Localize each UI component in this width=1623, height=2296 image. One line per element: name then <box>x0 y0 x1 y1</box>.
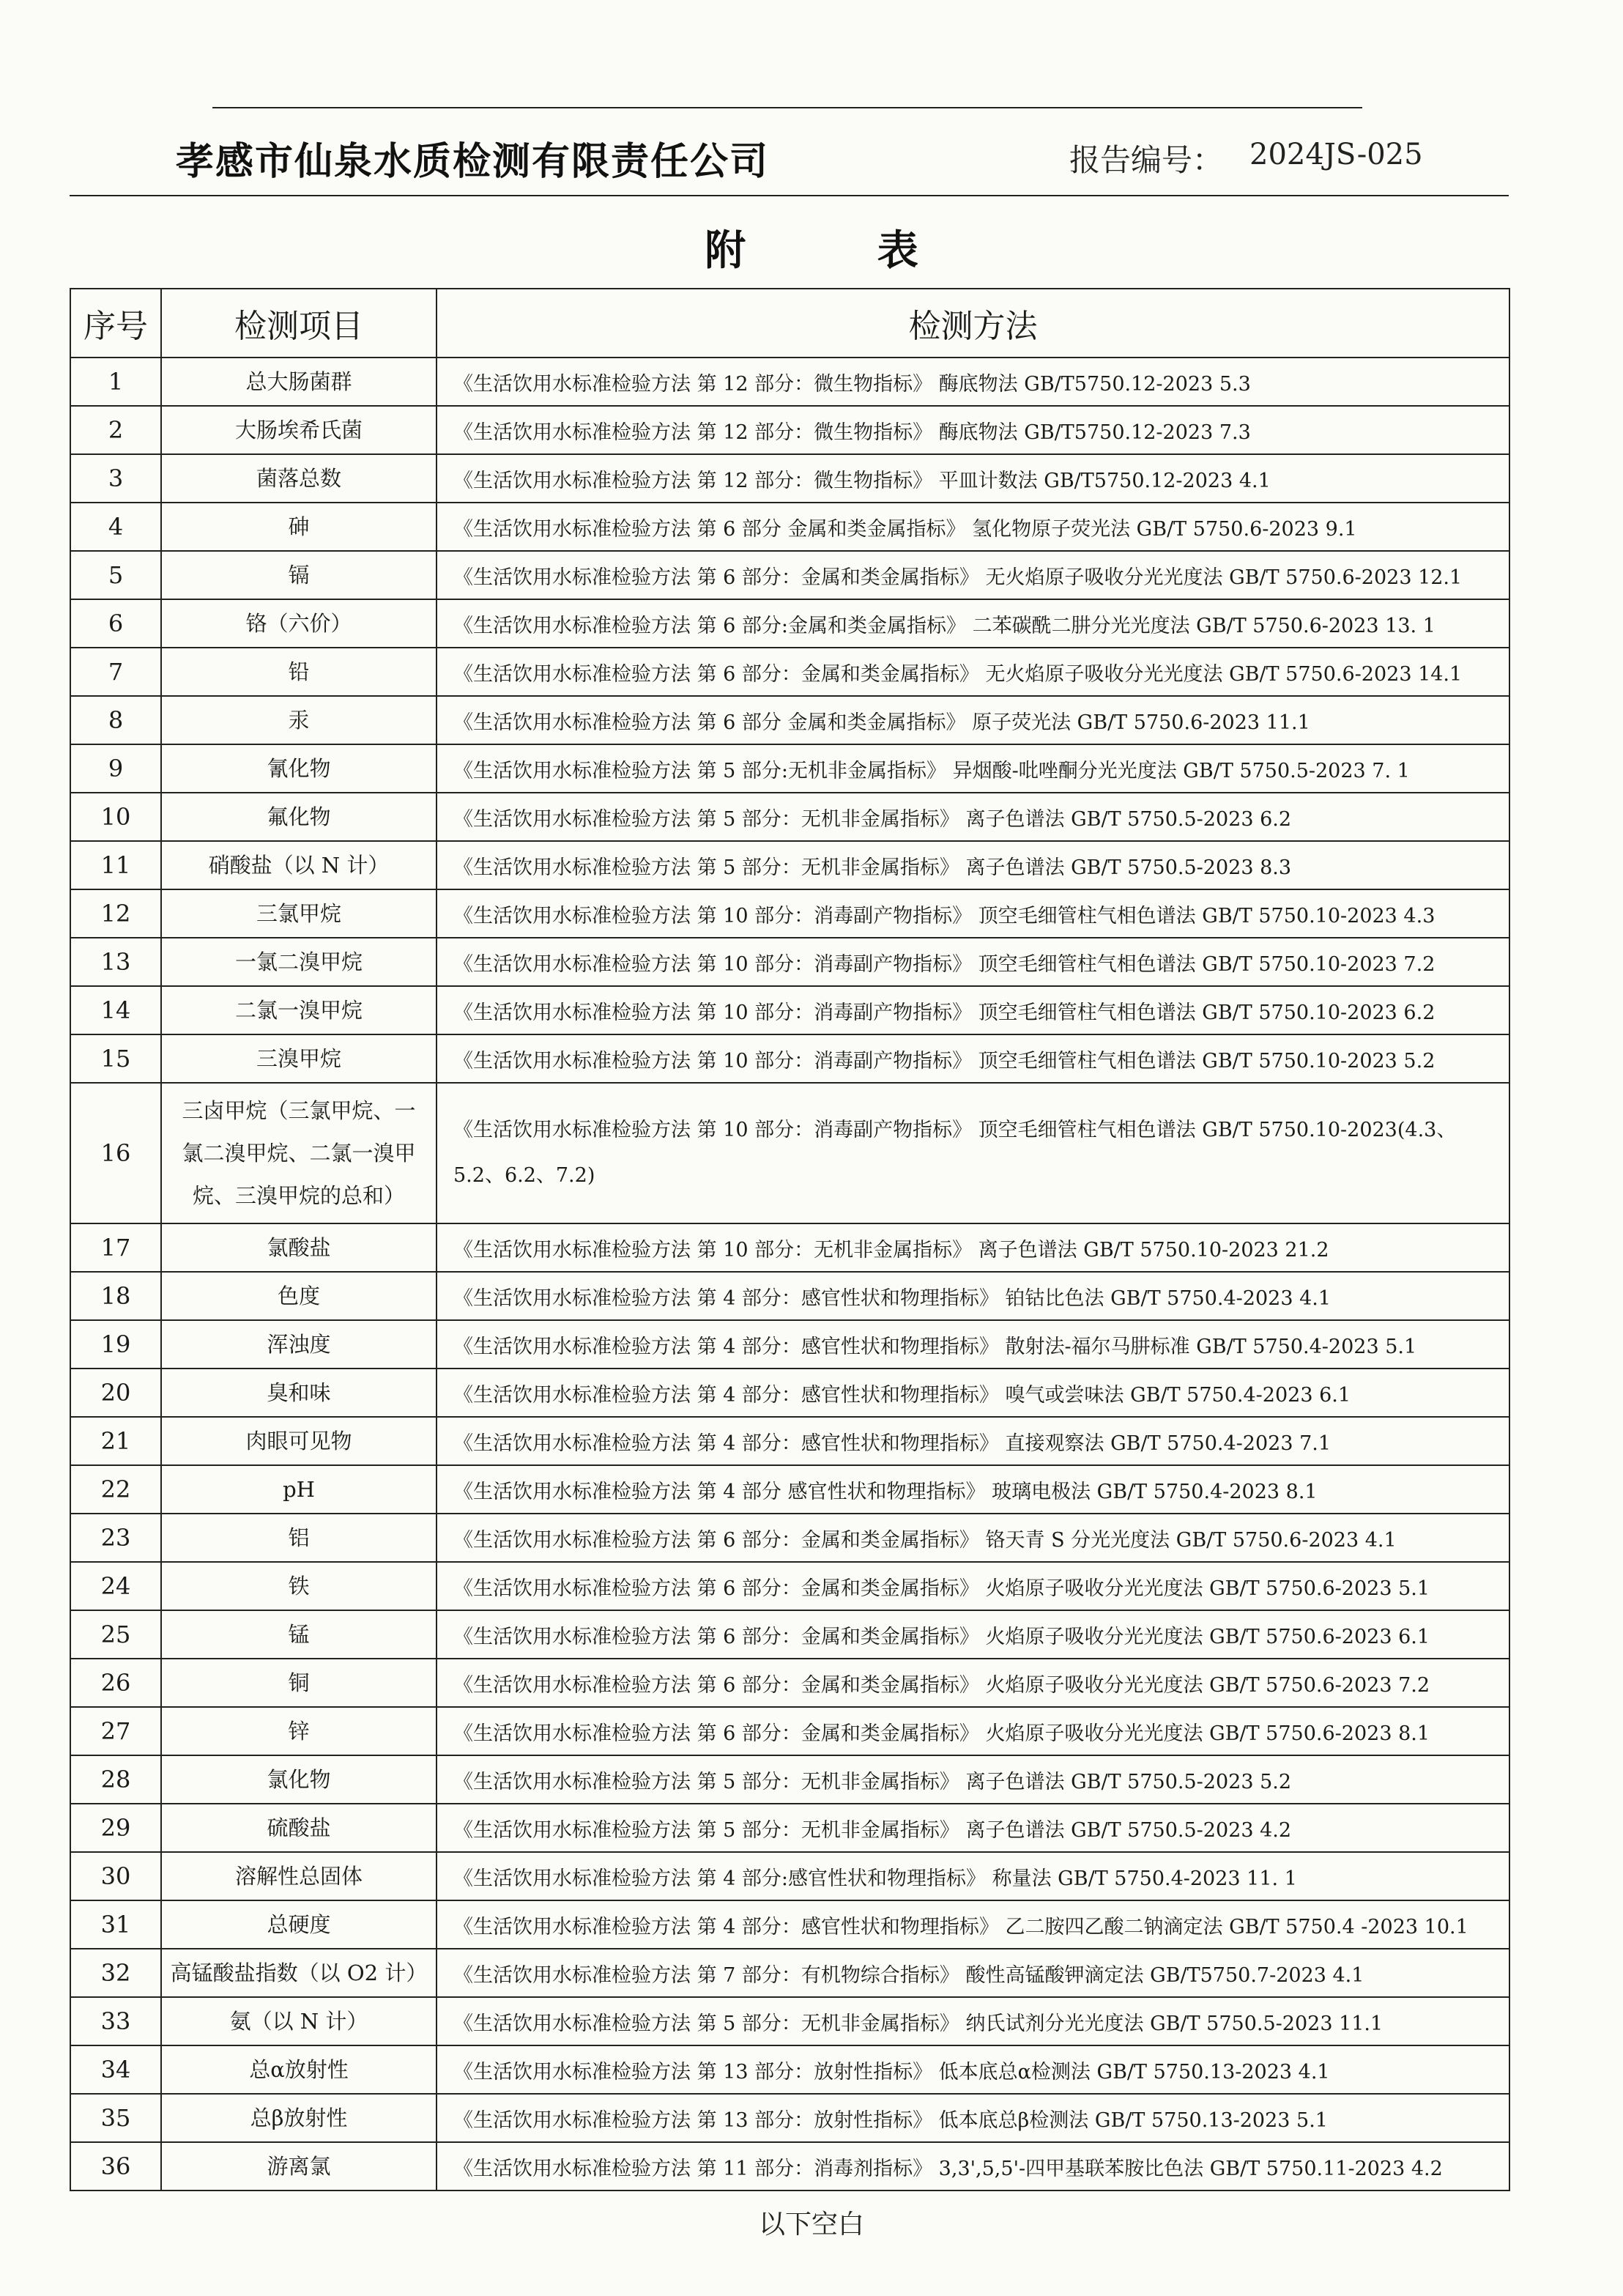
table-row <box>70 648 1509 696</box>
table-row <box>70 2094 1509 2142</box>
row-item: 氨（以 N 计） <box>161 1997 437 2045</box>
row-item: 大肠埃希氏菌 <box>161 406 437 454</box>
table-row <box>70 1465 1509 1514</box>
row-seq: 4 <box>70 503 161 551</box>
row-seq: 32 <box>70 1949 161 1997</box>
row-method: 《生活饮用水标准检验方法 第 12 部分：微生物指标》 平皿计数法 GB/T5750.12-2023 4.1 <box>437 454 1509 503</box>
row-method: 《生活饮用水标准检验方法 第 4 部分：感官性状和物理指标》 嗅气或尝味法 GB/T 5750.4-2023 6.1 <box>437 1369 1509 1417</box>
row-item: 铅 <box>161 648 437 696</box>
table-row <box>70 406 1509 454</box>
row-item: 总α放射性 <box>161 2045 437 2094</box>
row-method: 《生活饮用水标准检验方法 第 11 部分：消毒剂指标》 3,3',5,5'-四甲基联苯胺比色法 GB/T 5750.11-2023 4.2 <box>437 2142 1509 2191</box>
table-row <box>70 986 1509 1034</box>
row-seq: 13 <box>70 938 161 986</box>
row-item: 游离氯 <box>161 2142 437 2191</box>
row-seq: 1 <box>70 358 161 406</box>
table-row <box>70 744 1509 793</box>
row-item: 高锰酸盐指数（以 O2 计） <box>161 1949 437 1997</box>
blank-below-note: 以下空白 <box>758 2210 864 2240</box>
row-method: 《生活饮用水标准检验方法 第 4 部分：感官性状和物理指标》 直接观察法 GB/T 5750.4-2023 7.1 <box>437 1417 1509 1465</box>
row-seq: 16 <box>70 1083 161 1223</box>
row-method: 《生活饮用水标准检验方法 第 10 部分：无机非金属指标》 离子色谱法 GB/T 5750.10-2023 21.2 <box>437 1223 1509 1272</box>
row-seq: 12 <box>70 889 161 938</box>
row-seq: 8 <box>70 696 161 744</box>
row-item: pH <box>161 1465 437 1514</box>
row-seq: 17 <box>70 1223 161 1272</box>
row-item: 色度 <box>161 1272 437 1320</box>
table-row <box>70 551 1509 599</box>
row-seq: 31 <box>70 1900 161 1949</box>
row-seq: 25 <box>70 1610 161 1659</box>
row-item: 铜 <box>161 1659 437 1707</box>
row-method: 《生活饮用水标准检验方法 第 4 部分：感官性状和物理指标》 铂钴比色法 GB/T 5750.4-2023 4.1 <box>437 1272 1509 1320</box>
row-item: 浑浊度 <box>161 1320 437 1369</box>
table-row <box>70 889 1509 938</box>
row-method: 《生活饮用水标准检验方法 第 4 部分:感官性状和物理指标》 称量法 GB/T 5750.4-2023 11. 1 <box>437 1852 1509 1900</box>
table-row <box>70 1997 1509 2045</box>
report-number: 2024JS-025 <box>1249 138 1423 171</box>
table-row <box>70 1272 1509 1320</box>
table-row <box>70 1034 1509 1083</box>
row-item: 锌 <box>161 1707 437 1755</box>
header-item: 检测项目 <box>161 289 437 358</box>
table-row <box>70 841 1509 889</box>
row-method: 《生活饮用水标准检验方法 第 5 部分：无机非金属指标》 离子色谱法 GB/T 5750.5-2023 6.2 <box>437 793 1509 841</box>
table-row <box>70 1755 1509 1804</box>
row-method: 《生活饮用水标准检验方法 第 10 部分：消毒副产物指标》 顶空毛细管柱气相色谱法 GB/T 5750.10-2023 6.2 <box>437 986 1509 1034</box>
methods-table <box>70 288 1510 2191</box>
report-number-label: 报告编号： <box>1069 142 1224 178</box>
table-row <box>70 1223 1509 1272</box>
row-seq: 30 <box>70 1852 161 1900</box>
row-seq: 21 <box>70 1417 161 1465</box>
row-seq: 2 <box>70 406 161 454</box>
row-method: 《生活饮用水标准检验方法 第 13 部分：放射性指标》 低本底总α检测法 GB/T 5750.13-2023 4.1 <box>437 2045 1509 2094</box>
table-row <box>70 2142 1509 2191</box>
row-item: 铁 <box>161 1562 437 1610</box>
row-item: 砷 <box>161 503 437 551</box>
company-name: 孝感市仙泉水质检测有限责任公司 <box>176 140 770 184</box>
row-method: 《生活饮用水标准检验方法 第 6 部分：金属和类金属指标》 铬天青 S 分光光度法 GB/T 5750.6-2023 4.1 <box>437 1514 1509 1562</box>
row-item: 菌落总数 <box>161 454 437 503</box>
row-item: 三氯甲烷 <box>161 889 437 938</box>
row-method: 《生活饮用水标准检验方法 第 13 部分：放射性指标》 低本底总β检测法 GB/T 5750.13-2023 5.1 <box>437 2094 1509 2142</box>
row-method: 《生活饮用水标准检验方法 第 6 部分：金属和类金属指标》 无火焰原子吸收分光光度法 GB/T 5750.6-2023 14.1 <box>437 648 1509 696</box>
row-item: 氟化物 <box>161 793 437 841</box>
row-method: 《生活饮用水标准检验方法 第 5 部分:无机非金属指标》 异烟酸-吡唑酮分光光度法 GB/T 5750.5-2023 7. 1 <box>437 744 1509 793</box>
row-seq: 35 <box>70 2094 161 2142</box>
table-row <box>70 1852 1509 1900</box>
row-method: 《生活饮用水标准检验方法 第 6 部分：金属和类金属指标》 无火焰原子吸收分光光度法 GB/T 5750.6-2023 12.1 <box>437 551 1509 599</box>
row-seq: 19 <box>70 1320 161 1369</box>
row-seq: 23 <box>70 1514 161 1562</box>
row-method: 《生活饮用水标准检验方法 第 10 部分：消毒副产物指标》 顶空毛细管柱气相色谱法 GB/T 5750.10-2023 4.3 <box>437 889 1509 938</box>
row-item: 三卤甲烷（三氯甲烷、一氯二溴甲烷、二氯一溴甲烷、三溴甲烷的总和） <box>161 1083 437 1223</box>
header-seq: 序号 <box>70 289 161 358</box>
table-row <box>70 1659 1509 1707</box>
row-seq: 36 <box>70 2142 161 2191</box>
row-method: 《生活饮用水标准检验方法 第 4 部分 感官性状和物理指标》 玻璃电极法 GB/T 5750.4-2023 8.1 <box>437 1465 1509 1514</box>
row-seq: 14 <box>70 986 161 1034</box>
row-method: 《生活饮用水标准检验方法 第 5 部分：无机非金属指标》 纳氏试剂分光光度法 GB/T 5750.5-2023 11.1 <box>437 1997 1509 2045</box>
table-row <box>70 1369 1509 1417</box>
table-row <box>70 1804 1509 1852</box>
row-method: 《生活饮用水标准检验方法 第 10 部分：消毒副产物指标》 顶空毛细管柱气相色谱法 GB/T 5750.10-2023 7.2 <box>437 938 1509 986</box>
row-method: 《生活饮用水标准检验方法 第 10 部分：消毒副产物指标》 顶空毛细管柱气相色谱法 GB/T 5750.10-2023(4.3、5.2、6.2、7.2) <box>437 1083 1509 1223</box>
row-item: 氰化物 <box>161 744 437 793</box>
header-bottom-rule <box>70 195 1509 196</box>
row-method: 《生活饮用水标准检验方法 第 6 部分：金属和类金属指标》 火焰原子吸收分光光度法 GB/T 5750.6-2023 5.1 <box>437 1562 1509 1610</box>
row-item: 总大肠菌群 <box>161 358 437 406</box>
row-seq: 22 <box>70 1465 161 1514</box>
row-seq: 34 <box>70 2045 161 2094</box>
row-item: 总硬度 <box>161 1900 437 1949</box>
table-row <box>70 1417 1509 1465</box>
row-method: 《生活饮用水标准检验方法 第 5 部分：无机非金属指标》 离子色谱法 GB/T 5750.5-2023 4.2 <box>437 1804 1509 1852</box>
row-seq: 10 <box>70 793 161 841</box>
table-row <box>70 1083 1509 1223</box>
row-seq: 27 <box>70 1707 161 1755</box>
table-row <box>70 454 1509 503</box>
table-row <box>70 1320 1509 1369</box>
row-item: 汞 <box>161 696 437 744</box>
table-row <box>70 1610 1509 1659</box>
row-seq: 18 <box>70 1272 161 1320</box>
row-item: 溶解性总固体 <box>161 1852 437 1900</box>
row-item: 二氯一溴甲烷 <box>161 986 437 1034</box>
row-method: 《生活饮用水标准检验方法 第 6 部分 金属和类金属指标》 原子荧光法 GB/T 5750.6-2023 11.1 <box>437 696 1509 744</box>
row-method: 《生活饮用水标准检验方法 第 7 部分：有机物综合指标》 酸性高锰酸钾滴定法 GB/T5750.7-2023 4.1 <box>437 1949 1509 1997</box>
table-row <box>70 1514 1509 1562</box>
row-item: 锰 <box>161 1610 437 1659</box>
header-top-rule <box>212 107 1362 108</box>
row-item: 三溴甲烷 <box>161 1034 437 1083</box>
header-method: 检测方法 <box>437 289 1509 358</box>
row-method: 《生活饮用水标准检验方法 第 12 部分：微生物指标》 酶底物法 GB/T5750.12-2023 7.3 <box>437 406 1509 454</box>
row-item: 一氯二溴甲烷 <box>161 938 437 986</box>
row-method: 《生活饮用水标准检验方法 第 4 部分：感官性状和物理指标》 散射法-福尔马肼标准 GB/T 5750.4-2023 5.1 <box>437 1320 1509 1369</box>
row-seq: 9 <box>70 744 161 793</box>
row-item: 硝酸盐（以 N 计） <box>161 841 437 889</box>
table-header-row <box>70 289 1509 358</box>
row-seq: 3 <box>70 454 161 503</box>
row-seq: 15 <box>70 1034 161 1083</box>
row-method: 《生活饮用水标准检验方法 第 6 部分：金属和类金属指标》 火焰原子吸收分光光度法 GB/T 5750.6-2023 6.1 <box>437 1610 1509 1659</box>
row-method: 《生活饮用水标准检验方法 第 4 部分：感官性状和物理指标》 乙二胺四乙酸二钠滴定法 GB/T 5750.4 -2023 10.1 <box>437 1900 1509 1949</box>
row-method: 《生活饮用水标准检验方法 第 5 部分：无机非金属指标》 离子色谱法 GB/T 5750.5-2023 8.3 <box>437 841 1509 889</box>
row-method: 《生活饮用水标准检验方法 第 6 部分：金属和类金属指标》 火焰原子吸收分光光度法 GB/T 5750.6-2023 7.2 <box>437 1659 1509 1707</box>
row-item: 肉眼可见物 <box>161 1417 437 1465</box>
row-method: 《生活饮用水标准检验方法 第 10 部分：消毒副产物指标》 顶空毛细管柱气相色谱法 GB/T 5750.10-2023 5.2 <box>437 1034 1509 1083</box>
row-seq: 28 <box>70 1755 161 1804</box>
table-row <box>70 793 1509 841</box>
table-row <box>70 2045 1509 2094</box>
table-row <box>70 1707 1509 1755</box>
row-item: 总β放射性 <box>161 2094 437 2142</box>
table-row <box>70 1900 1509 1949</box>
table-row <box>70 1562 1509 1610</box>
row-seq: 5 <box>70 551 161 599</box>
table-row <box>70 938 1509 986</box>
row-method: 《生活饮用水标准检验方法 第 12 部分：微生物指标》 酶底物法 GB/T5750.12-2023 5.3 <box>437 358 1509 406</box>
row-seq: 33 <box>70 1997 161 2045</box>
row-item: 臭和味 <box>161 1369 437 1417</box>
row-method: 《生活饮用水标准检验方法 第 6 部分:金属和类金属指标》 二苯碳酰二肼分光光度法 GB/T 5750.6-2023 13. 1 <box>437 599 1509 648</box>
table-row <box>70 1949 1509 1997</box>
row-method: 《生活饮用水标准检验方法 第 5 部分：无机非金属指标》 离子色谱法 GB/T 5750.5-2023 5.2 <box>437 1755 1509 1804</box>
row-item: 氯化物 <box>161 1755 437 1804</box>
row-item: 镉 <box>161 551 437 599</box>
row-item: 氯酸盐 <box>161 1223 437 1272</box>
document-title: 附 表 <box>705 227 918 275</box>
row-seq: 29 <box>70 1804 161 1852</box>
row-seq: 7 <box>70 648 161 696</box>
row-item: 硫酸盐 <box>161 1804 437 1852</box>
table-body <box>70 358 1509 2191</box>
row-seq: 6 <box>70 599 161 648</box>
row-method: 《生活饮用水标准检验方法 第 6 部分：金属和类金属指标》 火焰原子吸收分光光度法 GB/T 5750.6-2023 8.1 <box>437 1707 1509 1755</box>
table-row <box>70 696 1509 744</box>
table-row <box>70 503 1509 551</box>
row-item: 铝 <box>161 1514 437 1562</box>
row-seq: 26 <box>70 1659 161 1707</box>
row-method: 《生活饮用水标准检验方法 第 6 部分 金属和类金属指标》 氢化物原子荧光法 GB/T 5750.6-2023 9.1 <box>437 503 1509 551</box>
row-item: 铬（六价） <box>161 599 437 648</box>
row-seq: 11 <box>70 841 161 889</box>
row-seq: 20 <box>70 1369 161 1417</box>
table-row <box>70 358 1509 406</box>
table-row <box>70 599 1509 648</box>
row-seq: 24 <box>70 1562 161 1610</box>
